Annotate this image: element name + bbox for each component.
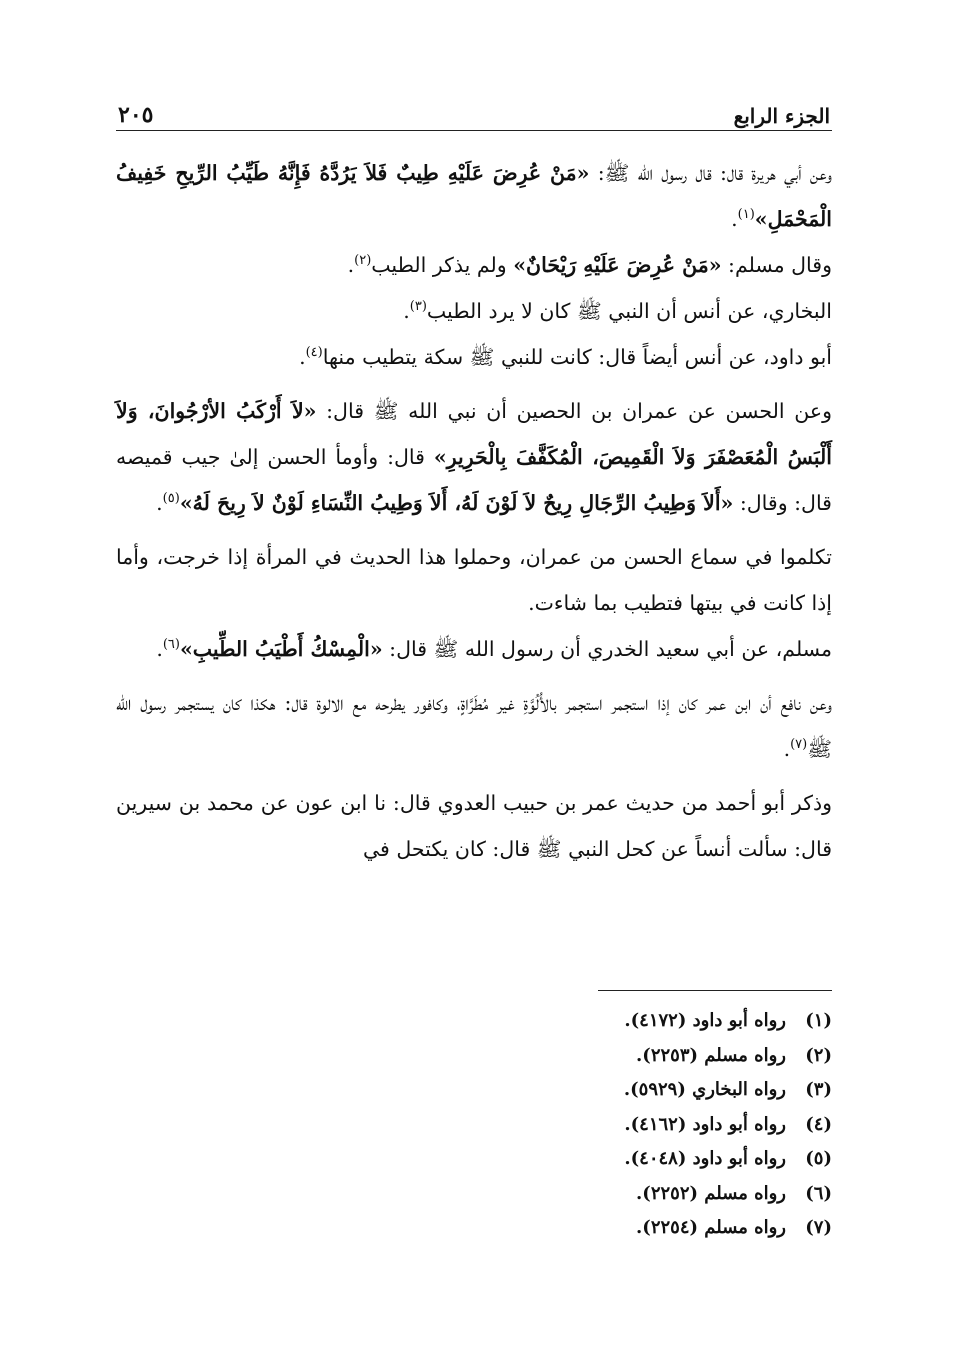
hadith-quote: «مَنْ عُرِضَ عَلَيْهِ طِيبٌ فَلاَ يَرُدَّهُ فَإِنَّهُ طَيِّبُ الرِّيحِ خَفِيفُ الْمَحْمَلِ»: [116, 161, 832, 231]
footnote-ref: (٤): [305, 345, 323, 361]
text-run: .: [347, 253, 355, 277]
running-head: الجزء الرابع: [733, 104, 830, 128]
text-run: .: [156, 637, 163, 661]
paragraph: [116, 626, 832, 672]
footnote-item: [432, 1073, 832, 1108]
paragraph: [116, 150, 832, 242]
paragraph: [116, 680, 832, 772]
footnote-item: [432, 1177, 832, 1212]
paragraph: [116, 242, 832, 288]
paragraph: [116, 534, 832, 626]
text-run: البخاري، عن أنس أن النبي ﷺ كان لا يرد الطيب: [426, 299, 832, 323]
page-header: [118, 88, 830, 128]
footnote-number: (١): [805, 1010, 832, 1031]
footnotes: [432, 1004, 832, 1246]
footnote-number: (٤): [805, 1113, 832, 1135]
footnote-ref: (١): [737, 207, 755, 223]
text-run: وذكر أبو أحمد من حديث عمر بن حبيب العدوي قال: نا ابن عون عن محمد بن سيرين قال: سألت أنساً عن كحل النبي ﷺ قال: كان يكتحل في: [116, 791, 832, 861]
footnote-number: (٦): [805, 1182, 832, 1204]
footnote-number: (٢): [805, 1044, 832, 1066]
text-run: مسلم، عن أبي سعيد الخدري أن رسول الله ﷺ قال:: [382, 637, 832, 661]
footnote-item: [432, 1211, 832, 1246]
footnote-ref: (٧): [790, 737, 808, 753]
text-run: .: [731, 207, 738, 231]
footnote-ref: (٣): [409, 299, 427, 315]
text-run: وعن نافع أن ابن عمر كان إذا استجمر استجمر بالأُلُوَّةِ غير مُطَرَّاةٍ، وكافور يطرحه مع الالوة قال: هكذا كان يستجمر رسول الله ﷺ: [116, 691, 832, 761]
footnote-number: (٧): [805, 1217, 832, 1238]
footnote-ref: (٢): [354, 253, 372, 269]
footnote-number: (٥): [805, 1148, 832, 1169]
hadith-quote: «أَلاَ وَطِيبُ الرِّجَالِ رِيحٌ لاَ لَوْنَ لَهُ، أَلاَ وَطِيبُ النِّسَاءِ لَوْنٌ لاَ رِيحَ لَهُ»: [179, 491, 734, 515]
text-run: وعن الحسن عن عمران بن الحصين أن نبي الله ﷺ قال:: [316, 399, 832, 423]
footnote-item: [432, 1039, 832, 1074]
footnote-item: [432, 1004, 832, 1039]
footnote-text: رواه مسلم (٢٢٥٣).: [636, 1044, 786, 1066]
text-run: .: [156, 491, 163, 515]
text-run: وعن أبي هريرة قال: قال رسول الله ﷺ:: [589, 161, 833, 185]
paragraph: [116, 288, 832, 334]
footnote-text: رواه أبو داود (٤١٦٢).: [624, 1113, 786, 1135]
footnote-text: رواه أبو داود (٤٠٤٨).: [624, 1148, 786, 1169]
footnote-ref: (٦): [162, 637, 180, 653]
footnote-item: [432, 1108, 832, 1143]
hadith-quote: «لاَ أَرْكَبُ الأرْجُوانَ، وَلاَ أَلْبَسُ الْمُعَصْفَرَ وَلاَ الْقَمِيصَ، الْمُكَفَّفَ بِالْحَرِيرِ»: [116, 399, 832, 469]
footnote-text: رواه أبو داود (٤١٧٢).: [624, 1010, 786, 1031]
paragraph: [116, 780, 832, 872]
main-text: [116, 150, 832, 872]
footnote-ref: (٥): [162, 491, 180, 507]
text-run: .: [783, 737, 791, 761]
footnote-text: رواه البخاري (٥٩٢٩).: [623, 1079, 786, 1100]
hadith-quote: «مَنْ عُرِضَ عَلَيْهِ رَيْحَانٌ»: [513, 253, 722, 277]
footnote-item: [432, 1142, 832, 1177]
footnote-number: (٣): [805, 1079, 832, 1100]
header-rule: [116, 130, 832, 131]
text-run: أبو داود، عن أنس أيضاً قال: كانت للنبي ﷺ سكة يتطيب منها: [322, 345, 832, 369]
footnote-text: رواه مسلم (٢٢٥٢).: [636, 1182, 786, 1204]
hadith-quote: «الْمِسْكُ أَطْيَبُ الطِّيبِ»: [179, 637, 383, 661]
text-run: تكلموا في سماع الحسن من عمران، وحملوا هذا الحديث في المرأة إذا خرجت، وأما إذا كانت في بيتها فتطيب بما شاءت.: [116, 545, 832, 615]
paragraph: [116, 334, 832, 380]
text-run: وقال مسلم:: [721, 253, 832, 277]
page-number: ٢٠٥: [118, 102, 154, 128]
footnote-separator: [598, 990, 832, 991]
text-run: ولم يذكر الطيب: [371, 253, 514, 277]
text-run: .: [403, 299, 410, 323]
text-run: قال: وأومأ الحسن إلىٰ جيب قميصه قال: وقال:: [116, 445, 832, 515]
text-run: .: [299, 345, 306, 369]
footnote-text: رواه مسلم (٢٢٥٤).: [636, 1217, 786, 1238]
paragraph: [116, 388, 832, 526]
